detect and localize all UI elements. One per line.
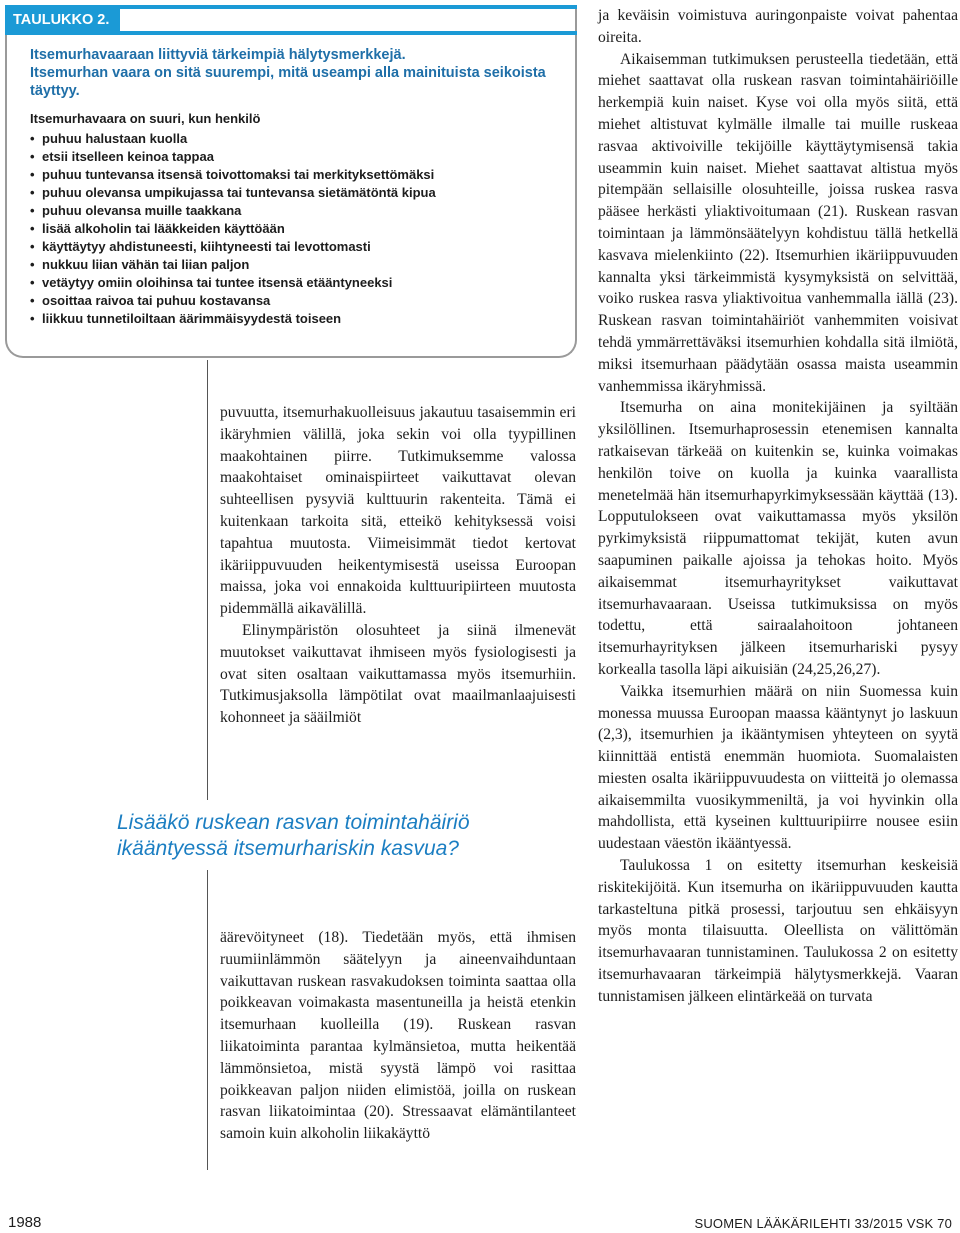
journal-info: SUOMEN LÄÄKÄRILEHTI 33/2015 VSK 70 <box>694 1216 952 1231</box>
table-tab-bar <box>5 5 577 35</box>
body-paragraph: Itsemurha on aina monitekijäinen ja syiltään yksilöllinen. Itsemurhaprosessin etenemisen kannalta ratkaisevan tärkeää on kuitenkin se, kuinka voimakas henkilön toive on kuolla ja kuinka vaarallista menetelmää hän itsemurhapyrkimyksessään käyttää (13). Lopputulokseen ovat vaikuttamassa myös yksilön pyrkimyksistä riippumattomat tekijät, kuten avun saapuminen paikalle ajoissa ja tehokas hoito. Myös aikaisemmat itsemurhayritykset vaikuttavat itsemurhavaaraan. Useissa tutkimuksissa on myös todettu, että sairaalahoitoon johtaneen itsemurhayrityksen jälkeen itsemurhariski pysyy korkealla tasolla läpi aikuisiän (24,25,26,27). <box>598 399 958 678</box>
left-column-lower <box>220 927 576 1145</box>
list-item: • nukkuu liian vähän tai liian paljon <box>30 256 570 274</box>
list-item: • puhuu tuntevansa itsensä toivottomaksi tai merkityksettömäksi <box>30 166 570 184</box>
table-heading-subtitle: Itsemurhan vaara on sitä suurempi, mitä useampi alla mainituista seikoista täyttyy. <box>30 65 546 99</box>
table-heading-title: Itsemurhavaaraan liittyviä tärkeimpiä hälytysmerkkejä. <box>30 47 406 63</box>
body-paragraph: Taulukossa 1 on esitetty itsemurhan keskeisiä riskitekijöitä. Kun itsemurha on ikäriippuvuuden kautta tarkasteltuna pitkä prosessi, tarjoutuu sen ehkäisyyn myös monta tilaisuutta. Oleellista on välittömän itsemurhavaaran tunnistaminen. Taulukossa 2 on esitetty itsemurhavaaran tärkeimpiä hälytysmerkkejä. Vaaran tunnistamisen jälkeen elintärkeää on turvata <box>598 857 958 1005</box>
list-item: • käyttäytyy ahdistuneesti, kiihtyneesti tai levottomasti <box>30 238 570 256</box>
list-item: • liikkuu tunnetiloiltaan äärimmäisyydestä toiseen <box>30 310 570 328</box>
body-paragraph: Elinympäristön olosuhteet ja siinä ilmenevät muutokset vaikuttavat ihmiseen myös fysiologisesti ja ovat siten osaltaan vaikuttamassa myös itsemurhiin. Tutkimusjaksolla lämpötilat ovat maailmanlaajuisesti kohonneet ja sääilmiöt <box>220 621 576 727</box>
list-item: • puhuu halustaan kuolla <box>30 130 570 148</box>
right-column <box>598 5 958 1008</box>
column-rule-lower <box>207 870 208 1170</box>
list-item: • osoittaa raivoa tai puhuu kostavansa <box>30 292 570 310</box>
body-paragraph: Vaikka itsemurhien määrä on niin Suomessa kuin monessa muussa Euroopan maassa kääntynyt jo laskuun (2,3), itsemurhien ja ikääntymisen yhteyteen on syytä kiinnittää entistä enemmän huomiota. Suomalaisten miesten osalta ikäriippuvuudesta on viitteitä jo olemassa aikaisemmilta vuosikymmeniltä, ja voi hyvinkin olla mahdollista, että kyseinen kulttuuripiirre nousee esiin uudestaan väestön ikääntyessä. <box>598 682 958 853</box>
body-paragraph: ja keväisin voimistuva auringonpaiste voivat pahentaa oireita. <box>598 7 958 46</box>
table-body <box>30 110 570 328</box>
table-label: TAULUKKO 2. <box>5 5 120 35</box>
list-item: • puhuu olevansa umpikujassa tai tuntevansa sietämätöntä kipua <box>30 184 570 202</box>
list-item: • lisää alkoholin tai lääkkeiden käyttöään <box>30 220 570 238</box>
body-paragraph: Aikaisemman tutkimuksen perusteella tiedetään, että miehet saattavat olla ruskean rasvan toimintahäiriöille herkempiä kuin naiset. Kyse voi olla myös siitä, että miehet altistuvat kylmälle ilmalle tai muille ruskeaa rasvaa aktivoiville tekijöille käyttäytymisensä takia useammin kuin naiset. Miehet saattavat altistua myös pitempään sellaisille olosuhteille, joissa ruskea rasva pääsee herkästi yliaktivoitumaan (21). Ruskean rasvan toimintaan ja lämmönsäätelyyn kohdistuu tällä hetkellä kasvava mielenkiinto (22). Itsemurhien ikäriippuvuuden kannalta yksi tärkeimmistä kysymyksistä on selvittää, voiko ruskea rasva yliaktivoitua vanhemmalla iällä (23). Ruskean rasvan toimintahäiriöt vanhemmiten voisivat tehdä ymmärrettäväksi itsemurhien kohdalla sitä ilmiötä, miksi itsemurhaan päädytään osassa maista useammin vanhemmissa ikäryhmissä. <box>598 50 958 395</box>
list-item: • vetäytyy omiin oloihinsa tai tuntee itsensä etääntyneeksi <box>30 274 570 292</box>
left-column-upper <box>220 402 576 729</box>
page-number: 1988 <box>8 1214 42 1231</box>
column-rule-upper <box>207 360 208 800</box>
table-heading <box>30 46 570 100</box>
warning-sign-list <box>30 130 570 328</box>
table-intro: Itsemurhavaara on suuri, kun henkilö <box>30 111 261 126</box>
section-subheading: Lisääkö ruskean rasvan toimintahäiriö ikääntyessä itsemurhariskin kasvua? <box>117 811 470 860</box>
list-item: • etsii itselleen keinoa tappaa <box>30 148 570 166</box>
body-paragraph: äärevöityneet (18). Tiedetään myös, että ihmisen ruumiinlämmön säätelyyn ja aineenvaihduntaan vaikuttavan ruskean rasvakudoksen toiminta saattaa olla poikkeavan voimakasta masentuneilla ja heistä etenkin itsemurhaan kuolleilla (19). Ruskean rasvan liikatoiminta parantaa kylmänsietoa, mutta heikentää lämmönsietoa, mistä syystä lämpö voi rasittaa poikkeavan paljon niiden elimistöä, joilla on ruskean rasvan liikatoimintaa (20). Stressaavat elämäntilanteet samoin kuin alkoholin liikakäyttö <box>220 929 576 1143</box>
list-item: • puhuu olevansa muille taakkana <box>30 202 570 220</box>
body-paragraph: puvuutta, itsemurhakuolleisuus jakautuu tasaisemmin eri ikäryhmien välillä, joka sekin voi olla tyypillinen maakohtainen piirre. Tutkimuksemme valossa maakohtaiset ominaispiirteet vaikuttavat olevan suhteellisen pysyviä kulttuurin rakenteita. Tämä ei kuitenkaan tarkoita sitä, etteikö kehityksessä voisi tapahtua muutosta. Viimeisimmät tiedot kertovat ikäriippuvuuden heikentymisestä useissa Euroopan maissa, joka voi ennakoida kulttuuripiirteen muutosta pidemmällä aikavälillä. <box>220 404 576 618</box>
